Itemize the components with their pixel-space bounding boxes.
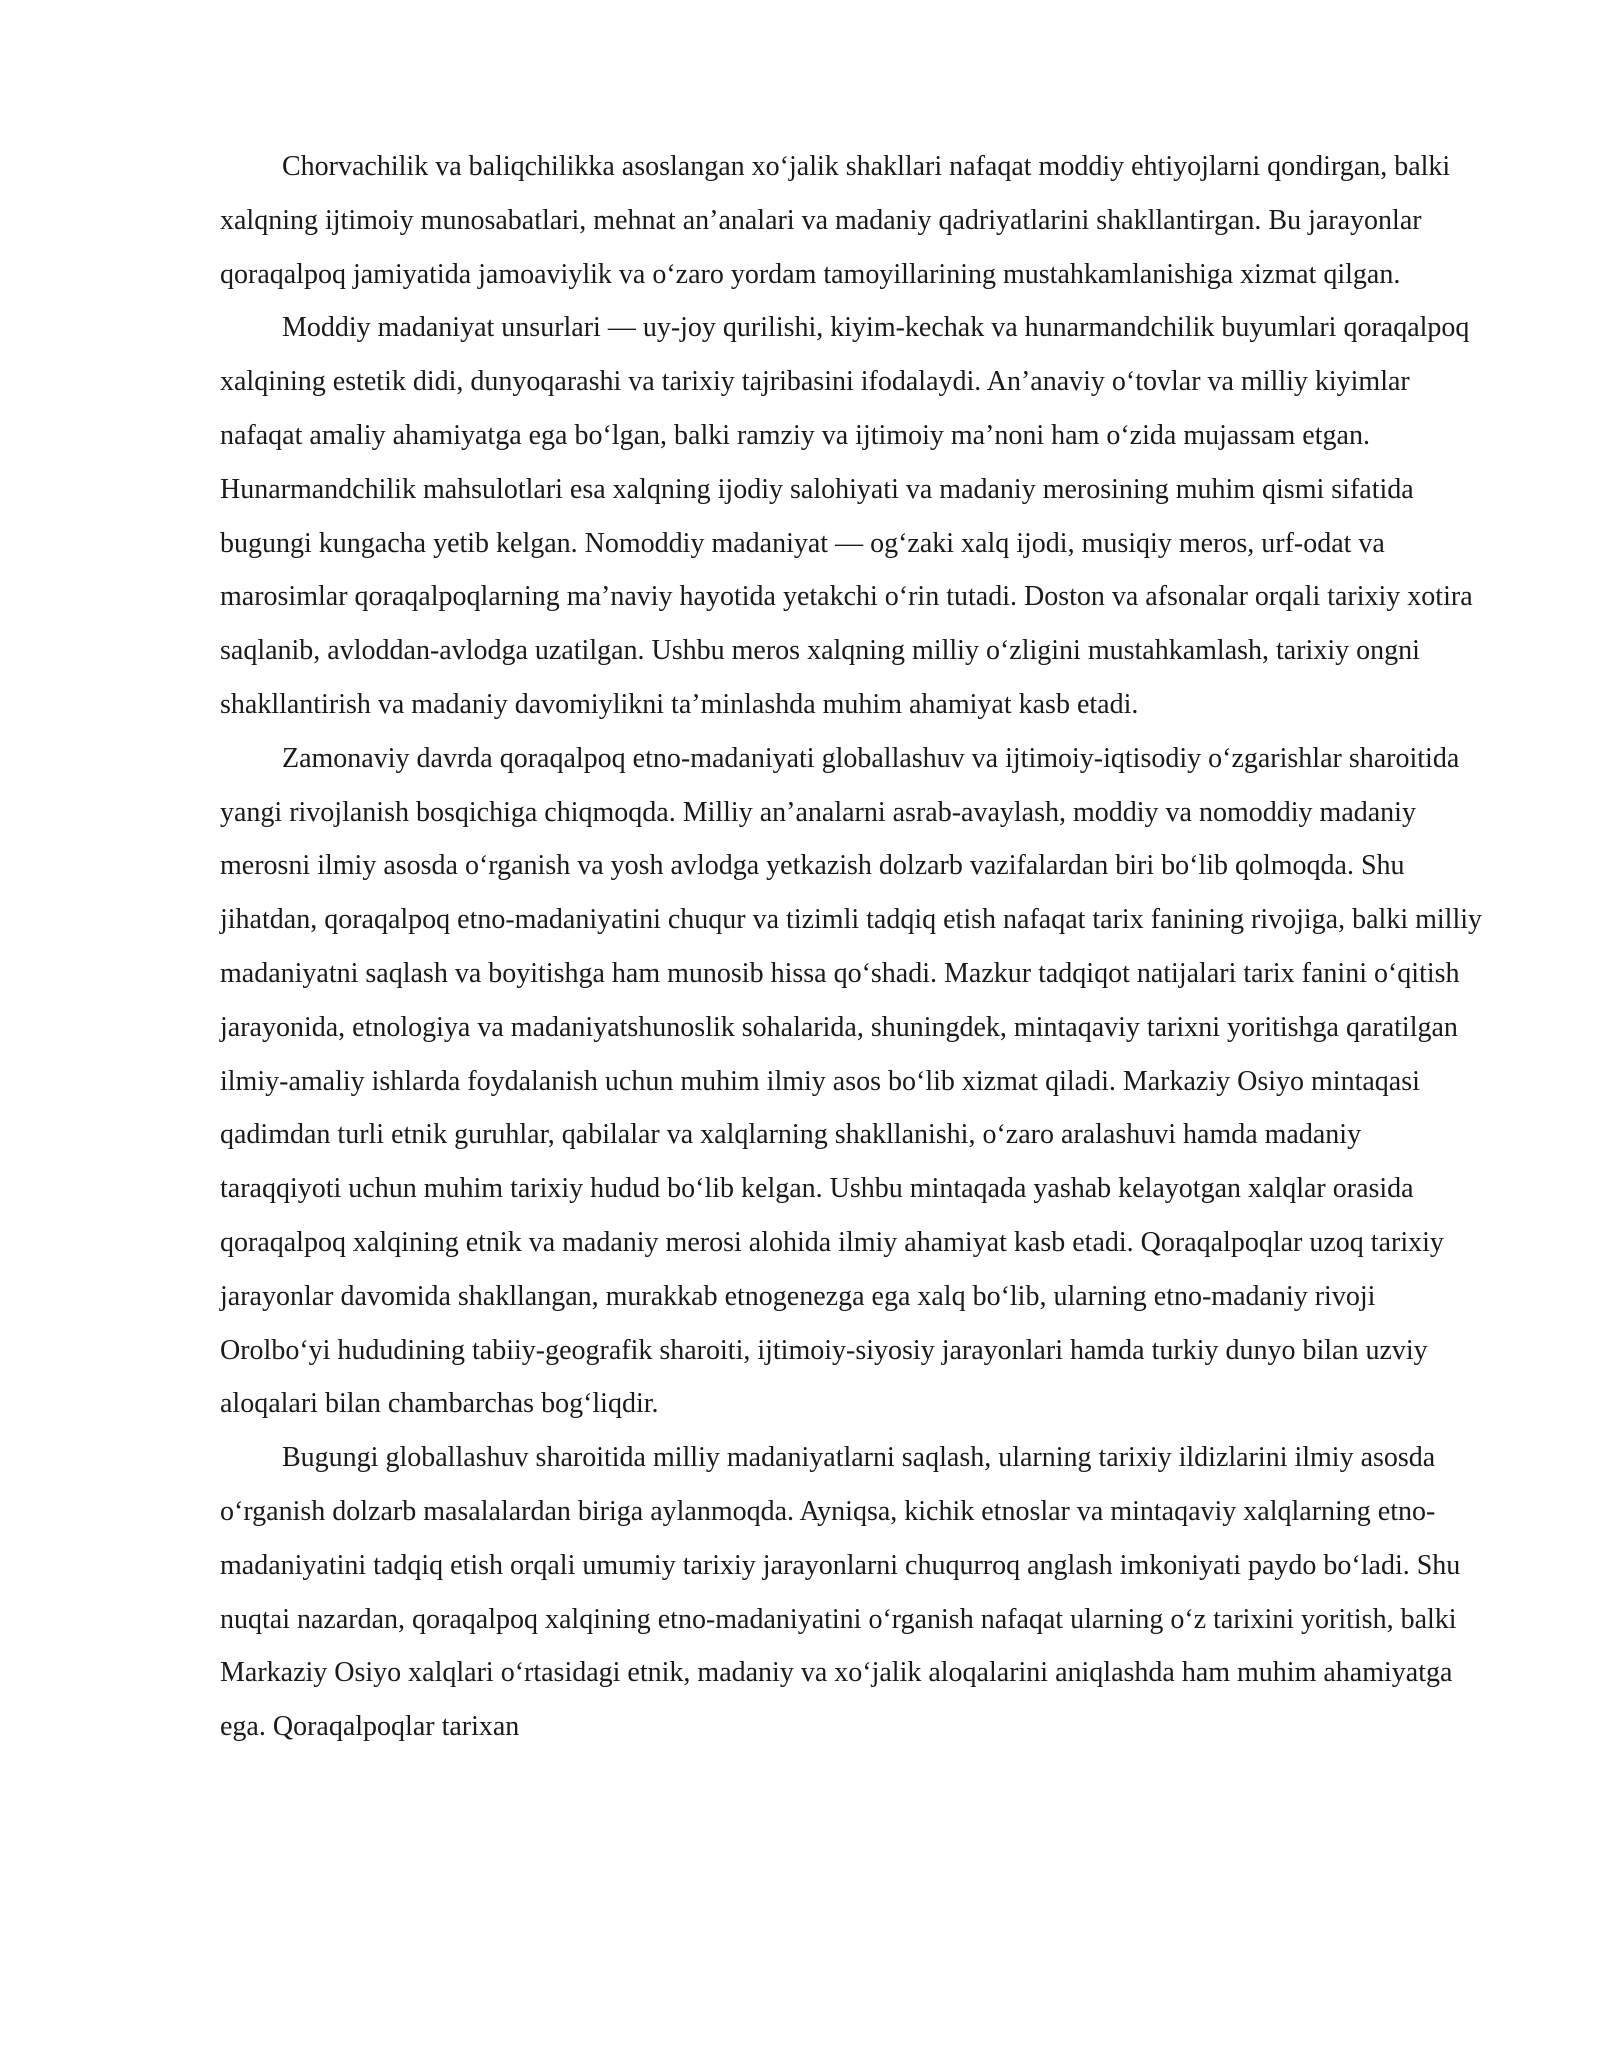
paragraph-globalization: Bugungi globallashuv sharoitida milliy madaniyatlarni saqlash, ularning tarixiy ildizlarini ilmiy asosda o‘rganish dolzarb masalalardan biriga aylanmoqda. Ayniqsa, kichik etnoslar va mintaqaviy xalqlarning etno-madaniyatini tadqiq etish orqali umumiy tarixiy jarayonlarni chuqurroq anglash imkoniyati paydo bo‘ladi. Shu nuqtai nazardan, qoraqalpoq xalqining etno-madaniyatini o‘rganish nafaqat ularning o‘z tarixini yoritish, balki Markaziy Osiyo xalqlari o‘rtasidagi etnik, madaniy va xo‘jalik aloqalarini aniqlashda ham muhim ahamiyatga ega. Qoraqalpoqlar tarixan [220,1442,1461,1743]
paragraph-economy: Chorvachilik va baliqchilikka asoslangan xo‘jalik shakllari nafaqat moddiy ehtiyojlarni qondirgan, balki xalqning ijtimoiy munosabatlari, mehnat an’analari va madaniy qadriyatlarini shakllantirgan. Bu jarayonlar qoraqalpoq jamiyatida jamoaviylik va o‘zaro yordam tamoyillarining mustahkamlanishiga xizmat qilgan. [220,151,1451,290]
paragraph-modern-period: Zamonaviy davrda qoraqalpoq etno-madaniyati globallashuv va ijtimoiy-iqtisodiy o‘zgarishlar sharoitida yangi rivojlanish bosqichiga chiqmoqda. Milliy an’analarni asrab-avaylash, moddiy va nomoddiy madaniy merosni ilmiy asosda o‘rganish va yosh avlodga yetkazish dolzarb vazifalardan biri bo‘lib qolmoqda. Shu jihatdan, qoraqalpoq etno-madaniyatini chuqur va tizimli tadqiq etish nafaqat tarix fanining rivojiga, balki milliy madaniyatni saqlash va boyitishga ham munosib hissa qo‘shadi. Mazkur tadqiqot natijalari tarix fanini o‘qitish jarayonida, etnologiya va madaniyatshunoslik sohalarida, shuningdek, mintaqaviy tarixni yoritishga qaratilgan ilmiy-amaliy ishlarda foydalanish uchun muhim ilmiy asos bo‘lib xizmat qiladi. Markaziy Osiyo mintaqasi qadimdan turli etnik guruhlar, qabilalar va xalqlarning shakllanishi, o‘zaro aralashuvi hamda madaniy taraqqiyoti uchun muhim tarixiy hudud bo‘lib kelgan. Ushbu mintaqada yashab kelayotgan xalqlar orasida qoraqalpoq xalqining etnik va madaniy merosi alohida ilmiy ahamiyat kasb etadi. Qoraqalpoqlar uzoq tarixiy jarayonlar davomida shakllangan, murakkab etnogenezga ega xalq bo‘lib, ularning etno-madaniy rivoji Orolbo‘yi hududining tabiiy-geografik sharoiti, ijtimoiy-siyosiy jarayonlari hamda turkiy dunyo bilan uzviy aloqalari bilan chambarchas bog‘liqdir. [220,742,1482,1420]
paragraph-material-culture: Moddiy madaniyat unsurlari — uy-joy qurilishi, kiyim-kechak va hunarmandchilik buyumlari qoraqalpoq xalqining estetik didi, dunyoqarashi va tarixiy tajribasini ifodalaydi. An’anaviy o‘tovlar va milliy kiyimlar nafaqat amaliy ahamiyatga ega bo‘lgan, balki ramziy va ijtimoiy ma’noni ham o‘zida mujassam etgan. Hunarmandchilik mahsulotlari esa xalqning ijodiy salohiyati va madaniy merosining muhim qismi sifatida bugungi kungacha yetib kelgan. Nomoddiy madaniyat — og‘zaki xalq ijodi, musiqiy meros, urf-odat va marosimlar qoraqalpoqlarning ma’naviy hayotida yetakchi o‘rin tutadi. Doston va afsonalar orqali tarixiy xotira saqlanib, avloddan-avlodga uzatilgan. Ushbu meros xalqning milliy o‘zligini mustahkamlash, tarixiy ongni shakllantirish va madaniy davomiylikni ta’minlashda muhim ahamiyat kasb etadi. [220,312,1473,720]
document-body [220,140,1482,1754]
